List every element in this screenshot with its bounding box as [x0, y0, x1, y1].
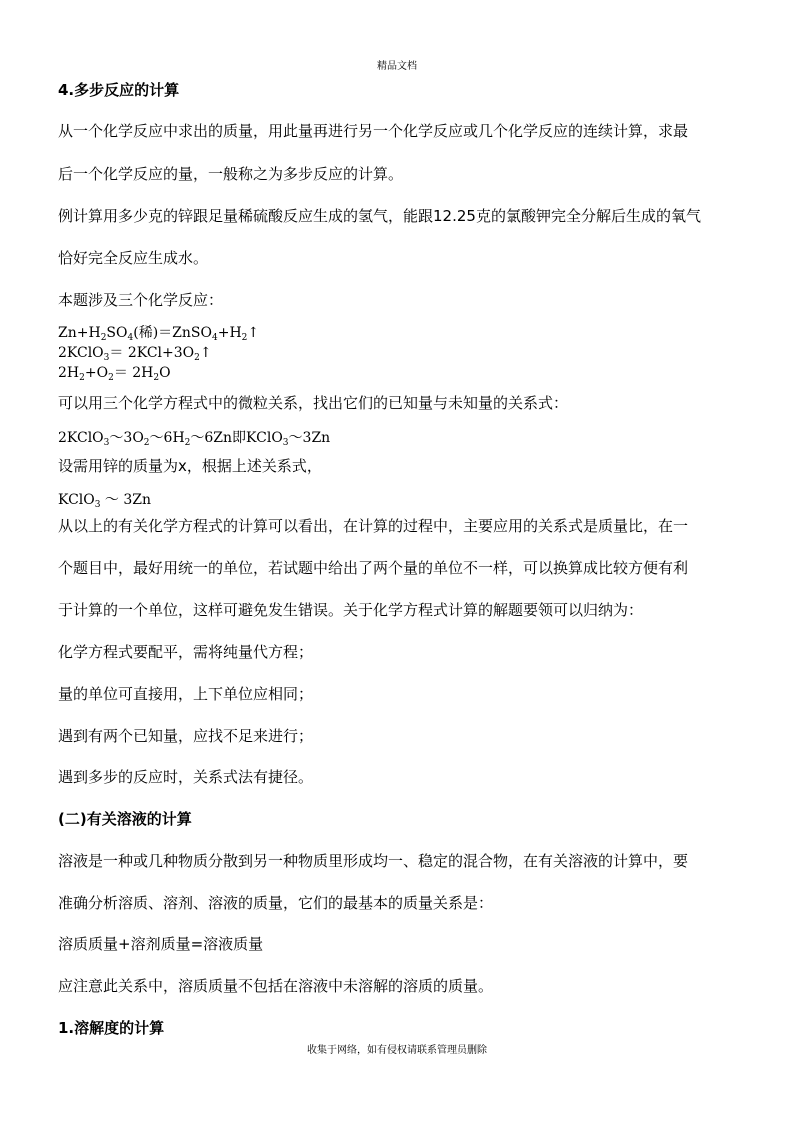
note-line: 应注意此关系中，溶质质量不包括在溶液中未溶解的溶质的质量。 [58, 977, 494, 995]
mass-relation: 溶质质量+溶剂质量=溶液质量 [58, 935, 264, 953]
section-heading-solution: (二)有关溶液的计算 [58, 810, 192, 828]
paragraph-line: 于计算的一个单位，这样可避免发生错误。关于化学方程式计算的解题要领可以归纳为： [58, 601, 644, 619]
equation-zinc-sulfuric-acid: $Zn+H_2SO_4$(稀)$=ZnSO_4+H_2↑$ [58, 325, 260, 343]
paragraph-line: 从一个化学反应中求出的质量，用此量再进行另一个化学反应或几个化学反应的连续计算，求最 [58, 122, 689, 140]
paragraph-line: 个题目中，最好用统一的单位，若试题中给出了两个量的单位不一样，可以换算成比较方便有利 [58, 559, 689, 577]
tip-line: 量的单位可直接用，上下单位应相同； [58, 685, 314, 703]
relation-formula: $2KClO_3\sim 3O_2\sim 6H_2\sim 6Zn$即KClO$_3$～3Zn [58, 430, 331, 448]
page-footer: 收集于网络，如有侵权请联系管理员删除 [307, 1045, 487, 1056]
reactions-intro: 本题涉及三个化学反应： [58, 291, 224, 309]
paragraph-line: 从以上的有关化学方程式的计算可以看出，在计算的过程中，主要应用的关系式是质量比，在一 [58, 517, 689, 535]
example-line: 例计算用多少克的锌跟足量稀硫酸反应生成的氢气，能跟12.25克的氯酸钾完全分解后生成的氧气 [58, 207, 701, 225]
paragraph-line: 后一个化学反应的量，一般称之为多步反应的计算。 [58, 165, 404, 183]
page-header: 精品文档 [377, 61, 417, 72]
section-heading-multistep: 4.多步反应的计算 [58, 81, 180, 99]
paragraph-line: 准确分析溶质、溶剂、溶液的质量，它们的最基本的质量关系是： [58, 894, 494, 912]
tip-line: 遇到有两个已知量，应找不足来进行； [58, 727, 314, 745]
let-variable-line: 设需用锌的质量为x，根据上述关系式， [58, 457, 322, 475]
tip-line: 化学方程式要配平，需将纯量代方程； [58, 643, 314, 661]
equation-water-formation: $2H_2+O_2= 2H_2O$ [58, 365, 171, 383]
paragraph-line: 溶液是一种或几种物质分散到另一种物质里形成均一、稳定的混合物，在有关溶液的计算中，要 [58, 852, 689, 870]
example-line: 恰好完全反应生成水。 [58, 249, 209, 267]
equation-potassium-chlorate: 2KClO$_3$＝ $2KCl+3O_2↑$ [58, 345, 212, 363]
tip-line: 遇到多步的反应时，关系式法有捷径。 [58, 768, 314, 786]
relation-formula-short: KClO$_3$ ～ 3Zn [58, 492, 152, 510]
relation-intro: 可以用三个化学方程式中的微粒关系，找出它们的已知量与未知量的关系式： [58, 394, 569, 412]
section-heading-solubility: 1.溶解度的计算 [58, 1019, 165, 1037]
